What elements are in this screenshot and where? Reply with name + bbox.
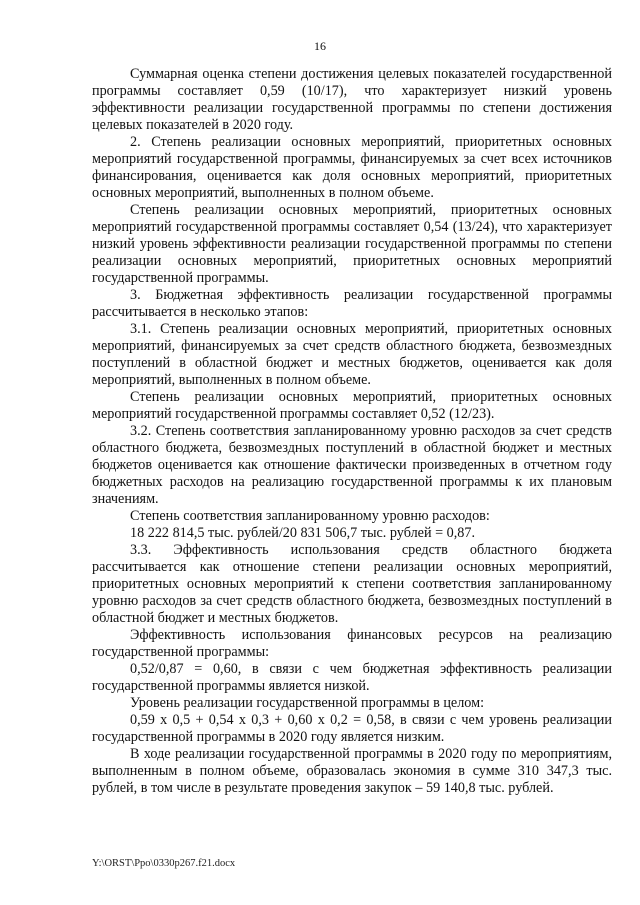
footer-file-path: Y:\ORST\Ppo\0330p267.f21.docx [92,858,236,869]
paragraph-resource-efficiency-label: Эффективность использования финансовых ресурсов на реализацию государственной программы: [92,627,612,660]
paragraph-expense-formula: 18 222 814,5 тыс. рублей/20 831 506,7 тыс. рублей = 0,87. [130,525,476,541]
paragraph-savings: В ходе реализации государственной программы в 2020 году по мероприятиям, выполненным в полном объеме, образовалась экономия в сумме 310 347,3 тыс. рублей, в том числе в результате проведения закупок – 59 140,8 тыс. рублей. [92,746,612,796]
paragraph-step-3-1: 3.1. Степень реализации основных мероприятий, приоритетных основных мероприятий, финансируемых за счет средств областного бюджета, безвозмездных поступлений в областной бюджет и местных бюджетов, оценивается как доля мероприятий, выполненных в полном объеме. [92,321,612,388]
paragraph-overall-level-formula: 0,59 х 0,5 + 0,54 х 0,3 + 0,60 х 0,2 = 0,58, в связи с чем уровень реализации государственной программы в 2020 году является низким. [92,712,612,745]
paragraph-resource-efficiency-formula: 0,52/0,87 = 0,60, в связи с чем бюджетная эффективность реализации государственной программы является низкой. [92,661,612,694]
paragraph-measures-degree: 2. Степень реализации основных мероприятий, приоритетных основных мероприятий государственной программы, финансируемых за счет всех источников финансирования, оценивается как доля основных мероприятий, приоритетных основных мероприятий, выполненных в полном объеме. [92,134,612,201]
paragraph-summary-score: Суммарная оценка степени достижения целевых показателей государственной программы составляет 0,59 (10/17), что характеризует низкий уровень эффективности реализации государственной программы по степени достижения целевых показателей в 2020 году. [92,66,612,133]
paragraph-measures-result: Степень реализации основных мероприятий, приоритетных основных мероприятий государственной программы составляет 0,54 (13/24), что характеризует низкий уровень эффективности реализации государственной программы по степени реализации основных мероприятий, приоритетных основных мероприятий государственной программы. [92,202,612,286]
paragraph-step-3-2: 3.2. Степень соответствия запланированному уровню расходов за счет средств областного бюджета, безвозмездных поступлений в областной бюджет и местных бюджетов оценивается как отношение фактически произведенных в отчетном году бюджетных расходов на реализацию государственной программы к их плановым значениям. [92,423,612,507]
paragraph-expense-compliance-label: Степень соответствия запланированному уровню расходов: [130,508,490,524]
document-body [92,66,612,797]
paragraph-overall-level-label: Уровень реализации государственной программы в целом: [130,695,485,711]
paragraph-step-3-3: 3.3. Эффективность использования средств областного бюджета рассчитывается как отношение степени реализации основных мероприятий, приоритетных основных мероприятий к степени соответствия запланированному уровню расходов за счет средств областного бюджета, безвозмездных поступлений в областной бюджет и местных бюджетов. [92,542,612,626]
paragraph-step-3-1-result: Степень реализации основных мероприятий, приоритетных основных мероприятий государственной программы составляет 0,52 (12/23). [92,389,612,422]
page-number: 16 [314,39,326,53]
paragraph-budget-efficiency: 3. Бюджетная эффективность реализации государственной программы рассчитывается в несколько этапов: [92,287,612,320]
